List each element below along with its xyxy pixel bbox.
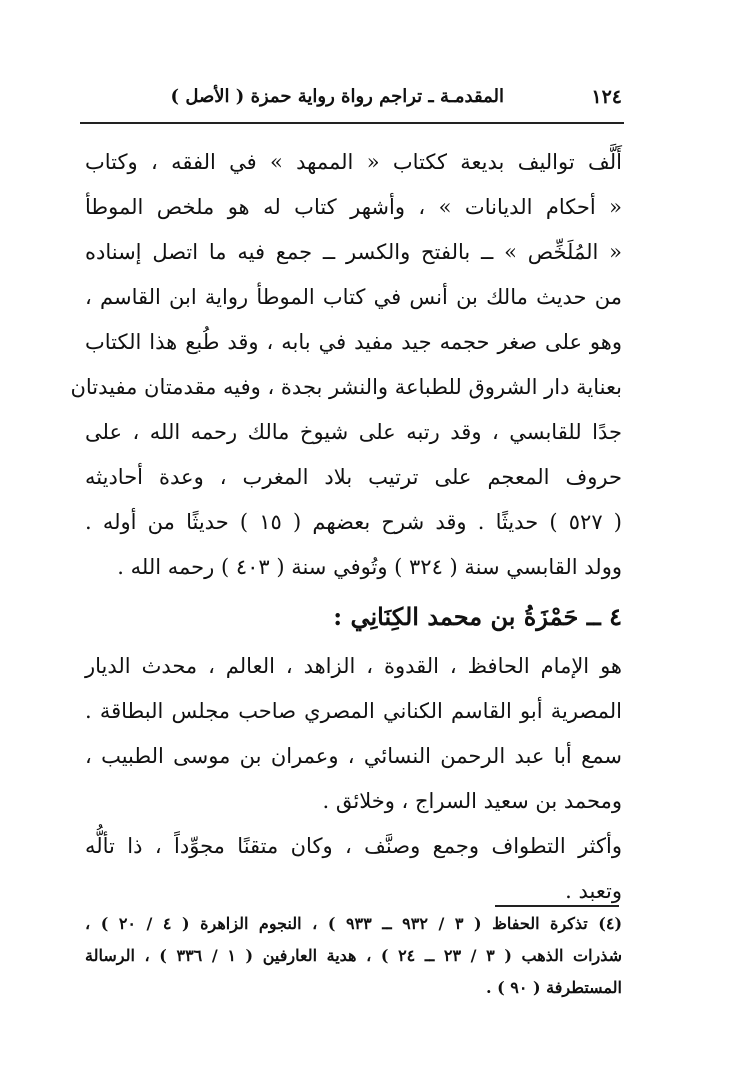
footnote-line: المستطرفة ( ٩٠ ) . [485, 978, 622, 997]
text-line: « المُلَخِّص » ــ بالفتح والكسر ــ جمع فيه ما اتصل إسناده [85, 240, 622, 264]
text-line: « أحكام الديانات » ، وأشهر كتاب له هو ملخص الموطأ [85, 195, 622, 219]
text-line: ومحمد بن سعيد السراج ، وخلائق . [322, 789, 622, 813]
text-line: وهو على صغر حجمه جيد مفيد في بابه ، وقد طُبع هذا الكتاب [85, 330, 622, 354]
text-line: أَلَّف تواليف بديعة ككتاب « الممهد » في الفقه ، وكتاب [85, 150, 622, 174]
text-line: سمع أبا عبد الرحمن النسائي ، وعمران بن موسى الطبيب ، [85, 744, 622, 768]
section-heading: ٤ ــ حَمْزَةُ بن محمد الكِنَانِي : [333, 602, 622, 631]
page-number: ١٢٤ [591, 86, 622, 108]
page-header [80, 86, 622, 116]
text-line: ( ٥٢٧ ) حديثًا . وقد شرح بعضهم ( ١٥ ) حديثًا من أوله . [85, 510, 622, 534]
footnote-line: (٤) تذكرة الحفاظ ( ٣ / ٩٣٢ ــ ٩٣٣ ) ، النجوم الزاهرة ( ٤ / ٢٠ ) ، [85, 914, 623, 933]
text-line: هو الإمام الحافظ ، القدوة ، الزاهد ، العالم ، محدث الديار [85, 654, 622, 678]
text-line: وولد القابسي سنة ( ٣٢٤ ) وتُوفي سنة ( ٤٠٣ ) رحمه الله . [117, 555, 622, 579]
running-title: المقدمـة ـ تراجم رواة رواية حمزة ( الأصل ) [170, 86, 504, 107]
text-line: من حديث مالك بن أنس في كتاب الموطأ رواية ابن القاسم ، [85, 285, 622, 309]
text-line: المصرية أبو القاسم الكناني المصري صاحب مجلس البطاقة . [85, 699, 622, 723]
footnotes [85, 908, 622, 1004]
footnote-line: شذرات الذهب ( ٣ / ٢٣ ــ ٢٤ ) ، هدية العارفين ( ١ / ٣٣٦ ) ، الرسالة [85, 946, 623, 965]
footnote-rule [495, 905, 619, 907]
text-line: وأكثر التطواف وجمع وصنَّف ، وكان متقنًا مجوِّداً ، ذا تألُّه [85, 834, 622, 858]
main-text [70, 140, 622, 914]
text-line: جدًا للقابسي ، وقد رتبه على شيوخ مالك رحمه الله ، على [85, 420, 622, 444]
text-line: حروف المعجم على ترتيب بلاد المغرب ، وعدة أحاديثه [85, 465, 622, 489]
header-rule [80, 122, 624, 124]
text-line: بعناية دار الشروق للطباعة والنشر بجدة ، وفيه مقدمتان مفيدتان [70, 375, 622, 399]
text-line: وتعبد . [565, 879, 622, 903]
